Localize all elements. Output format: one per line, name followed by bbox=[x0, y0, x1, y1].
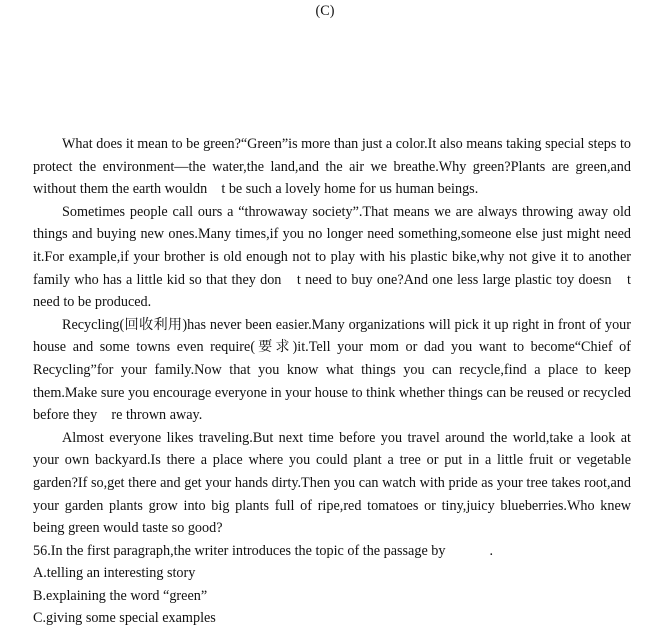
paragraph-1: What does it mean to be green?“Green”is more than just a color.It also means taking special steps to protect the environment—the water,the land,and the air we breathe.Why green?Plants are green,and without them the earth wouldn t be such a lovely home for us human beings. bbox=[33, 136, 631, 198]
question-stem: 56.In the first paragraph,the writer introduces the topic of the passage by bbox=[33, 542, 446, 559]
option-c: C.giving some special examples bbox=[33, 610, 216, 627]
option-b: B.explaining the word “green” bbox=[33, 587, 208, 604]
paragraph-3: Recycling(回收利用)has never been easier.Many organizations will pick it up right in front of your house and some towns even require(要求)it.Tell your mom or dad you want to become“Chief of Recycling”for your family.Now that you know what things you can recycle,find a place to keep them.Make sure you encourage everyone in your house to think whether things can be reused or recycled before they re thrown away. bbox=[33, 316, 631, 424]
paragraph-2: Sometimes people call ours a “throwaway society”.That means we are always throwing away old things and buying new ones.Many times,if you no longer need something,someone else just might need it.For example,if your brother is old enough not to play with his plastic bike,why not give it to another family who has a little kid so that they don t need to buy one?And one less large plastic toy doesn t need to be produced. bbox=[33, 203, 631, 311]
option-a: A.telling an interesting story bbox=[33, 565, 196, 582]
section-label: (C) bbox=[315, 3, 335, 19]
question-56 bbox=[33, 540, 631, 563]
question-stem-end: . bbox=[489, 542, 494, 559]
paragraph-4: Almost everyone likes traveling.But next time before you travel around the world,take a look at your own backyard.Is there a place where you could plant a tree or put in a little fruit or vegetable garden?If so,get there and get your hands dirty.Then you can watch with pride as your tree takes root,and your garden plants grow into big plants full of ripe,red tomatoes or tiny,juicy blueberries.Who knew being green would taste so good? bbox=[33, 429, 631, 537]
passage bbox=[33, 133, 631, 630]
